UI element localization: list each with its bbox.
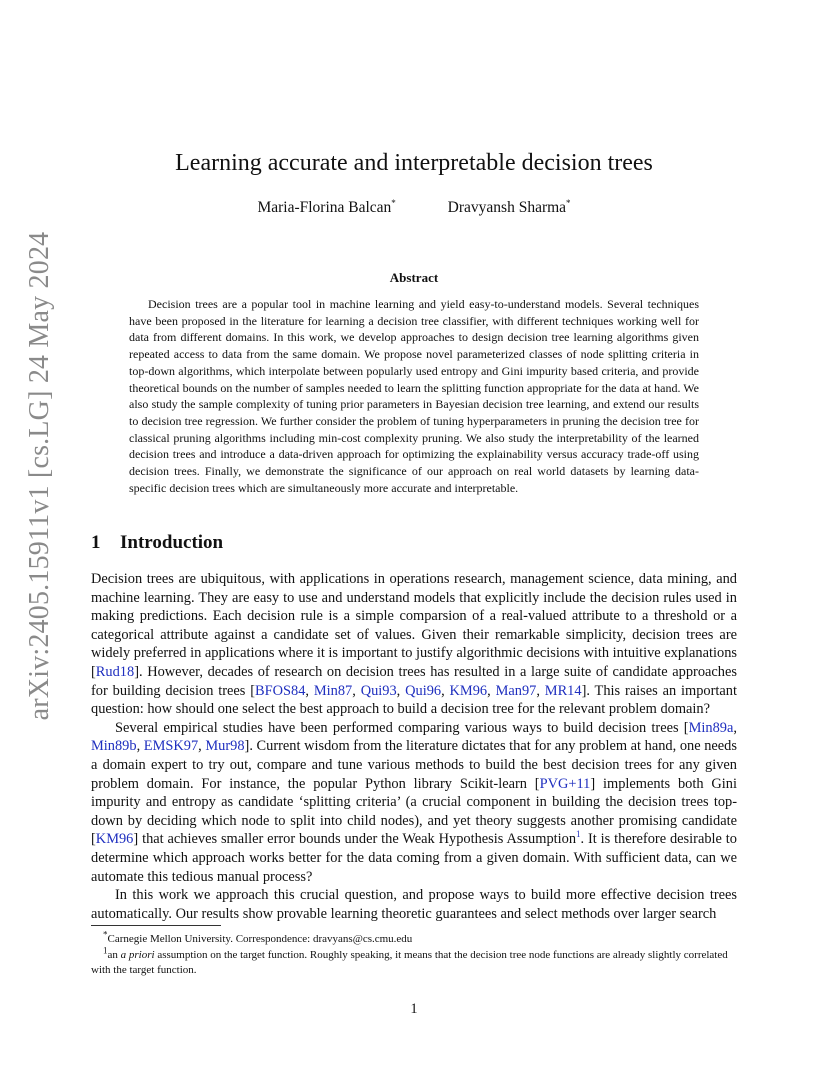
paper-title: Learning accurate and interpretable decision trees <box>175 150 653 176</box>
abstract-heading: Abstract <box>389 270 439 285</box>
author-mark: * <box>566 197 571 208</box>
citation-link[interactable]: MR14 <box>544 682 582 699</box>
citation-link[interactable]: Man97 <box>495 682 537 699</box>
citation-link[interactable]: PVG+11 <box>539 775 591 792</box>
paragraph: Decision trees are ubiquitous, with applications in operations research, management science, data mining, and machine learning. They are easy to use and understand models that explicitly include the decision rules used in making predictions. Each decision rule is a simple comparsion of a real-valued attribute to a threshold or a categorical attribute against a candidate set of values. Given their remarkable simplicity, decision trees are widely preferred in applications where it is important to justify algorithmic decisions with intuitive explanations [Rud18]. However, decades of research on decision trees has resulted in a large suite of candidate approaches for building decision trees [BFOS84, Min87, Qui93, Qui96, KM96, Man97, MR14]. This raises an important question: how should one select the best approach to build a decision tree for the relevant problem domain? <box>91 571 737 718</box>
citation-link[interactable]: Min87 <box>313 682 353 699</box>
author: Dravyansh Sharma* <box>447 197 571 216</box>
citation-link[interactable]: Qui96 <box>405 682 442 699</box>
footnote: *Carnegie Mellon University. Correspondence: dravyans@cs.cmu.edu <box>103 929 413 945</box>
author-mark: * <box>391 197 396 208</box>
citation-link[interactable]: EMSK97 <box>143 738 199 755</box>
citation-link[interactable]: Mur98 <box>205 738 245 755</box>
author-list <box>0 199 828 217</box>
footnote-divider <box>91 925 221 926</box>
section-heading <box>91 532 223 554</box>
citation-link[interactable]: Rud18 <box>95 663 135 680</box>
paragraph: Several empirical studies have been performed comparing various ways to build decision trees [Min89a, Min89b, EMSK97, Mur98]. Current wisdom from the literature dictates that for any problem at hand, one needs a domain expert to try out, compare and tune various methods to build the best decision trees for any given problem domain. For instance, the popular Python library Scikit-learn [PVG+11] implements both Gini impurity and entropy as candidate ‘splitting criteria’ (a crucial component in building the decision trees top-down by deciding which node to split into child nodes), and yet theory suggests another promising candidate [KM96] that achieves smaller error bounds under the Weak Hypothesis Assumption$^1$. It is therefore desirable to determine which approach works better for the data coming from a given domain. With sufficient data, can we automate this tedious manual process? <box>91 719 737 885</box>
citation-link[interactable]: KM96 <box>449 682 488 699</box>
citation-link[interactable]: KM96 <box>95 831 134 848</box>
footnote-link[interactable]: 1 <box>576 829 581 840</box>
footnotes <box>91 925 737 979</box>
abstract-text: Decision trees are a popular tool in machine learning and yield easy-to-understand models. Several techniques have been proposed in the literature for learning a decision tree classifier, with different techniques working well for data from different domains. In this work, we develop approaches to design decision tree learning algorithms given repeated access to data from the same domain. We propose novel parameterized classes of node splitting criteria in top-down algorithms, which interpolate between popularly used entropy and Gini impurity based criteria, and provide theoretical bounds on the number of samples needed to learn the splitting function appropriate for the data at hand. We also study the sample complexity of tuning prior parameters in Bayesian decision tree learning, and extend our results to decision tree regression. We further consider the problem of tuning hyperparameters in pruning the decision tree for classical pruning algorithms including min-cost complexity pruning. We also study the interpretability of the learned decision trees and introduce a data-driven approach for optimizing the explainability versus accuracy trade-off using decision trees. Finally, we demonstrate the significance of our approach on real world datasets by learning data-specific decision trees which are simultaneously more accurate and interpretable. <box>129 297 699 495</box>
page-number: 1 <box>410 1001 418 1017</box>
arxiv-identifier: arXiv:2405.15911v1 [cs.LG] 24 May 2024 <box>24 231 55 721</box>
author: Maria-Florina Balcan* <box>257 197 396 216</box>
footnote: $^1$an a priori assumption on the target function. Roughly speaking, it means that the decision tree node functions are already slightly correlated with the target function. <box>91 944 728 976</box>
citation-link[interactable]: Min89b <box>91 738 137 755</box>
paragraph: In this work we approach this crucial question, and propose ways to build more effective decision trees automatically. Our results show provable learning theoretic guarantees and select methods over larger search <box>91 887 737 922</box>
citation-link[interactable]: BFOS84 <box>255 682 306 699</box>
section-number: 1 <box>91 532 101 553</box>
body-text <box>91 570 737 923</box>
citation-link[interactable]: Qui93 <box>360 682 397 699</box>
citation-link[interactable]: Min89a <box>688 719 734 736</box>
section-title: Introduction <box>120 532 224 553</box>
